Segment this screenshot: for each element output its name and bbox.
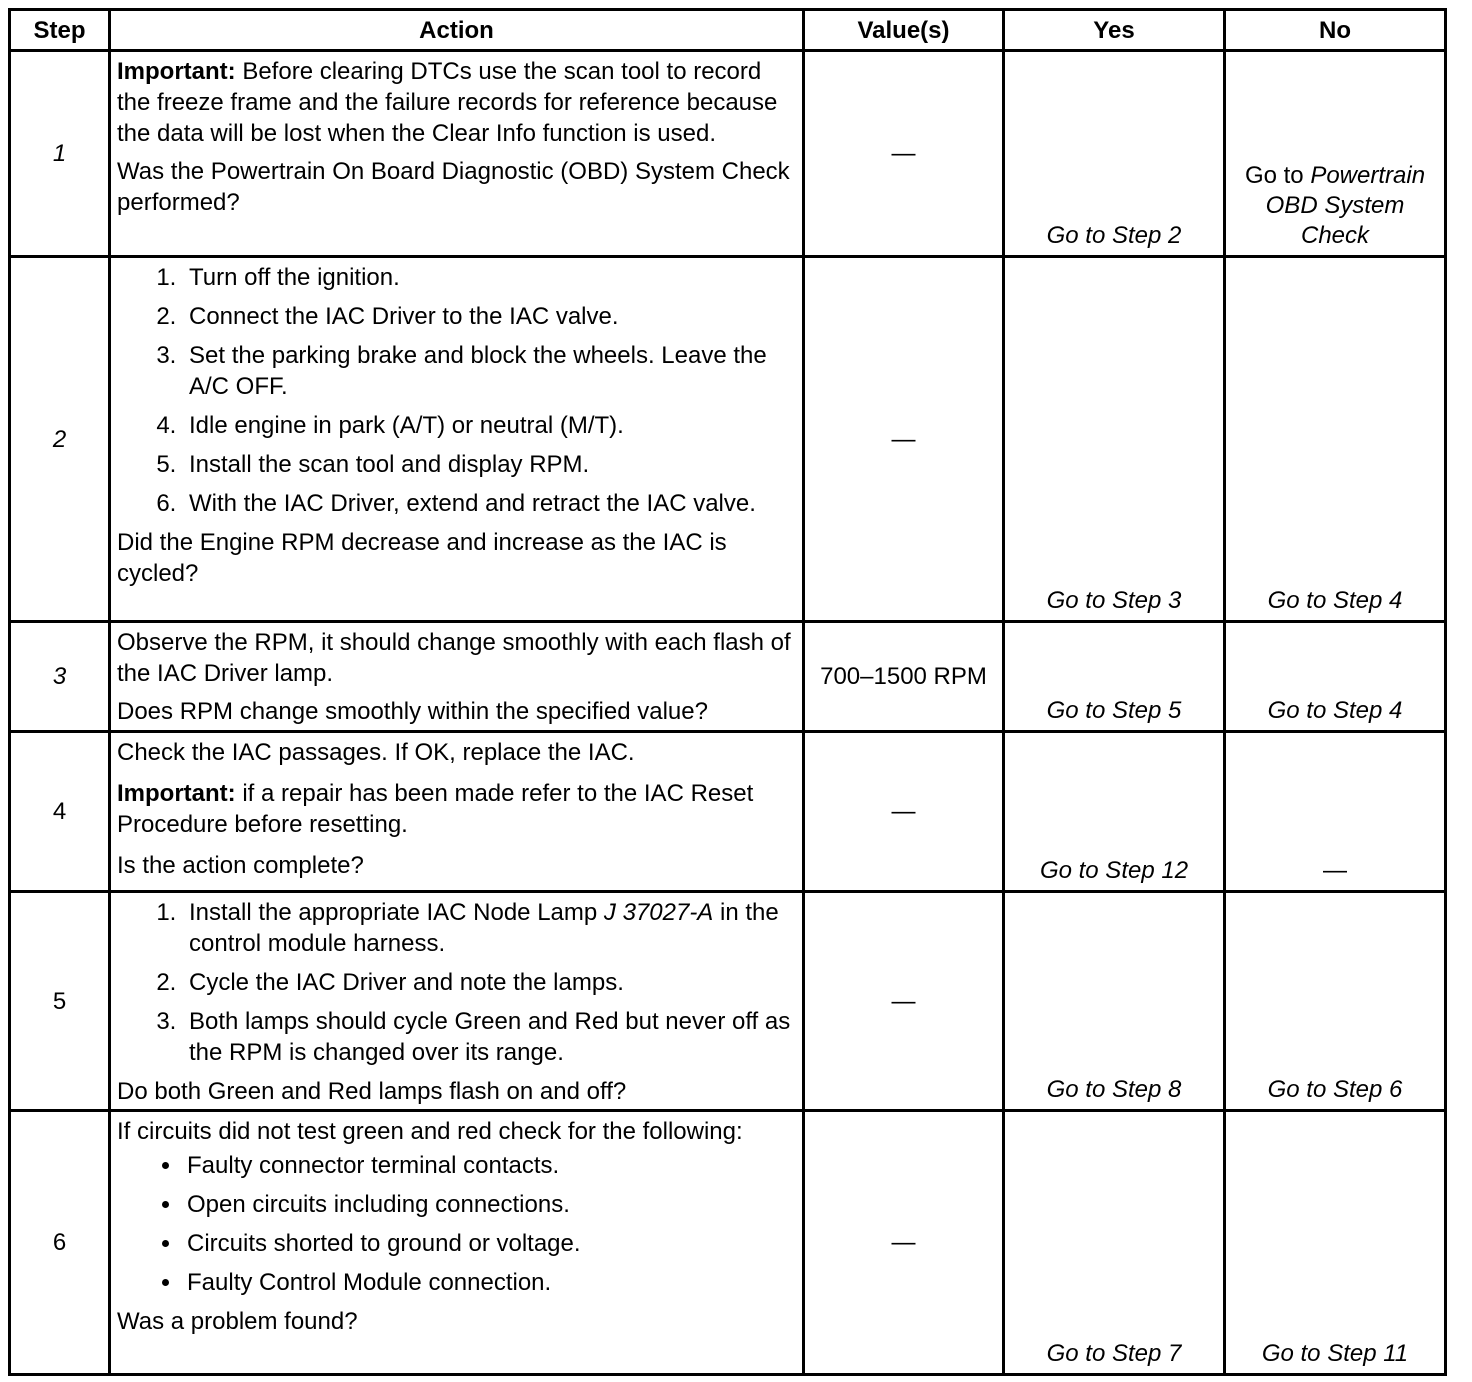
list-item: • Faulty connector terminal contacts. [183, 1150, 796, 1181]
table-row [10, 257, 1446, 622]
yes-cell: Go to Step 5 [1004, 622, 1225, 732]
action-cell [110, 892, 804, 1111]
list-item [183, 897, 796, 959]
header-values: Value(s) [804, 10, 1004, 51]
question-text: Does RPM change smoothly within the specified value? [117, 698, 708, 725]
question-text: Was a problem found? [117, 1308, 358, 1335]
no-cell: Go to Step 6 [1225, 892, 1446, 1111]
item-text: in the control module harness. [189, 899, 779, 957]
question-text: Did the Engine RPM decrease and increase as the IAC is cycled? [117, 529, 727, 587]
yes-cell: Go to Step 2 [1004, 51, 1225, 257]
header-yes: Yes [1004, 10, 1225, 51]
value-cell: — [804, 732, 1004, 892]
important-note [117, 778, 796, 840]
value-cell: — [804, 1111, 1004, 1375]
yes-cell: Go to Step 8 [1004, 892, 1225, 1111]
list-item: 6. With the IAC Driver, extend and retract the IAC valve. [183, 488, 796, 519]
important-note [117, 56, 796, 149]
no-link: Powertrain OBD System Check [1265, 162, 1426, 249]
no-cell: Go to Step 11 [1225, 1111, 1446, 1375]
table-row [10, 892, 1446, 1111]
table-row [10, 732, 1446, 892]
no-cell [1225, 51, 1446, 257]
value-cell: 700–1500 RPM [804, 622, 1004, 732]
list-item: 5. Install the scan tool and display RPM. [183, 449, 796, 480]
important-label: Important: [117, 58, 236, 85]
step-number: 5 [10, 892, 110, 1111]
important-label: Important: [117, 780, 236, 807]
action-cell [110, 51, 804, 257]
step-number: 1 [10, 51, 110, 257]
no-prefix: Go to [1244, 162, 1311, 189]
bullet-list [117, 1150, 796, 1298]
action-cell [110, 622, 804, 732]
header-row [10, 10, 1446, 51]
yes-cell: Go to Step 12 [1004, 732, 1225, 892]
important-text: Before clearing DTCs use the scan tool to record the freeze frame and the failure records for reference because the data will be lost when the Clear Info function is used. [117, 58, 778, 147]
list-item: 2. Cycle the IAC Driver and note the lamps. [183, 967, 796, 998]
step-number: 3 [10, 622, 110, 732]
step-number: 4 [10, 732, 110, 892]
question-text: Is the action complete? [117, 852, 364, 879]
header-no: No [1225, 10, 1446, 51]
list-item: • Faulty Control Module connection. [183, 1267, 796, 1298]
important-text: if a repair has been made refer to the IAC Reset Procedure before resetting. [117, 780, 754, 838]
header-action: Action [110, 10, 804, 51]
list-item: 4. Idle engine in park (A/T) or neutral (M/T). [183, 410, 796, 441]
action-cell [110, 732, 804, 892]
procedure-list [117, 897, 796, 1068]
item-text: Install the appropriate IAC Node Lamp [189, 899, 604, 926]
no-cell: — [1225, 732, 1446, 892]
diagnostic-table [8, 8, 1447, 1376]
table-row [10, 51, 1446, 257]
header-step: Step [10, 10, 110, 51]
tool-number: J 37027-A [603, 899, 714, 926]
no-cell: Go to Step 4 [1225, 622, 1446, 732]
action-cell [110, 257, 804, 622]
procedure-list [117, 262, 796, 519]
question-text: Do both Green and Red lamps flash on and off? [117, 1078, 627, 1105]
action-text: Observe the RPM, it should change smoothly with each flash of the IAC Driver lamp. [117, 629, 791, 687]
value-cell: — [804, 51, 1004, 257]
list-item: 3. Both lamps should cycle Green and Red but never off as the RPM is changed over its range. [183, 1006, 796, 1068]
question-text: Was the Powertrain On Board Diagnostic (OBD) System Check performed? [117, 158, 790, 216]
yes-cell: Go to Step 7 [1004, 1111, 1225, 1375]
list-item: • Circuits shorted to ground or voltage. [183, 1228, 796, 1259]
list-item: 3. Set the parking brake and block the wheels. Leave the A/C OFF. [183, 340, 796, 402]
list-item: • Open circuits including connections. [183, 1189, 796, 1220]
step-number: 6 [10, 1111, 110, 1375]
action-text: Check the IAC passages. If OK, replace the IAC. [117, 739, 635, 766]
step-number: 2 [10, 257, 110, 622]
action-cell [110, 1111, 804, 1375]
value-cell: — [804, 892, 1004, 1111]
no-cell: Go to Step 4 [1225, 257, 1446, 622]
list-item: 2. Connect the IAC Driver to the IAC valve. [183, 301, 796, 332]
yes-cell: Go to Step 3 [1004, 257, 1225, 622]
value-cell: — [804, 257, 1004, 622]
table-row [10, 1111, 1446, 1375]
list-item: 1. Turn off the ignition. [183, 262, 796, 293]
table-row [10, 622, 1446, 732]
action-text: If circuits did not test green and red check for the following: [117, 1118, 743, 1145]
